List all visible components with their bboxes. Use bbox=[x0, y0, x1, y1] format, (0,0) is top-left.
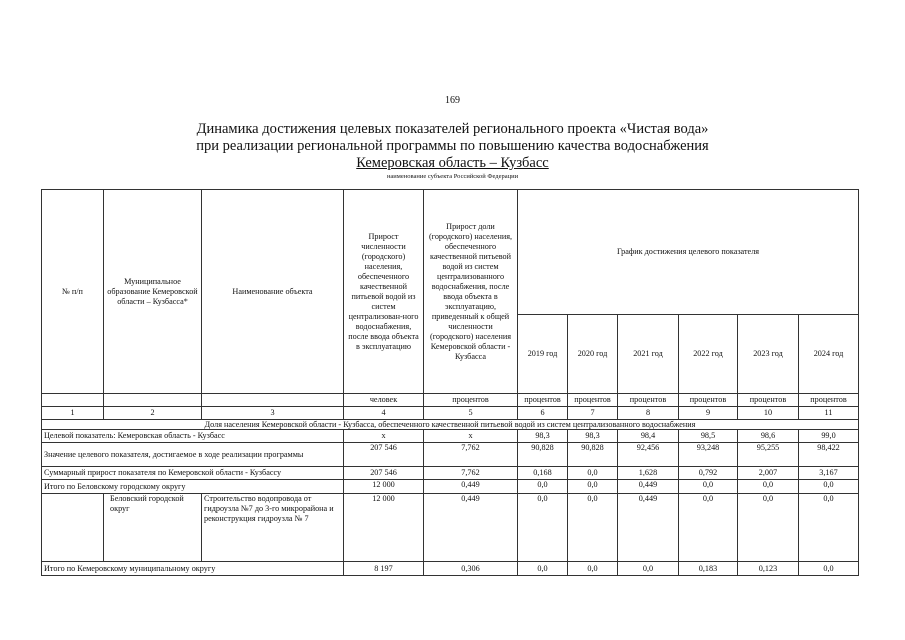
col-number: 11 bbox=[799, 407, 859, 420]
cell: 90,828 bbox=[568, 443, 618, 467]
cell: 92,456 bbox=[618, 443, 679, 467]
col-number: 2 bbox=[104, 407, 202, 420]
cell: 0,0 bbox=[518, 494, 568, 562]
unit-cell: процентов bbox=[679, 394, 738, 407]
cell: 0,0 bbox=[799, 562, 859, 576]
cell: 3,167 bbox=[799, 467, 859, 480]
cell: 0,792 bbox=[679, 467, 738, 480]
cell: 0,0 bbox=[799, 480, 859, 494]
cell: 95,255 bbox=[738, 443, 799, 467]
col-number: 7 bbox=[568, 407, 618, 420]
page-number: 169 bbox=[445, 95, 460, 106]
region-name: Кемеровская область – Кузбасс bbox=[356, 155, 549, 171]
cell: 0,0 bbox=[568, 494, 618, 562]
cell: x bbox=[424, 430, 518, 443]
row-label: Итого по Беловскому городскому округу bbox=[42, 480, 344, 494]
cell: 99,0 bbox=[799, 430, 859, 443]
col-number: 8 bbox=[618, 407, 679, 420]
unit-cell: процентов bbox=[799, 394, 859, 407]
row-label: Целевой показатель: Кемеровская область - Кузбасс bbox=[42, 430, 344, 443]
cell: 98,422 bbox=[799, 443, 859, 467]
col-number: 5 bbox=[424, 407, 518, 420]
unit-cell: человек bbox=[344, 394, 424, 407]
cell: 0,0 bbox=[799, 494, 859, 562]
col-number: 9 bbox=[679, 407, 738, 420]
cell: 98,5 bbox=[679, 430, 738, 443]
cell: 0,306 bbox=[424, 562, 518, 576]
table-row bbox=[42, 430, 859, 443]
cell: 0,0 bbox=[518, 480, 568, 494]
cell: x bbox=[344, 430, 424, 443]
header-year: 2019 год bbox=[518, 315, 568, 394]
cell: 0,0 bbox=[679, 480, 738, 494]
cell: 207 546 bbox=[344, 467, 424, 480]
cell: 0,0 bbox=[618, 562, 679, 576]
cell: 0,183 bbox=[679, 562, 738, 576]
header-year: 2021 год bbox=[618, 315, 679, 394]
header-schedule: График достижения целевого показателя bbox=[518, 190, 859, 315]
table-row bbox=[42, 480, 859, 494]
cell: 93,248 bbox=[679, 443, 738, 467]
header-pop-growth: Прирост численности (городского) населения, обеспеченного качественной питьевой водой из систем централизован-ного водоснабжения, после ввода объекта в эксплуатацию bbox=[344, 190, 424, 394]
row-label: Итого по Кемеровскому муниципальному округу bbox=[42, 562, 344, 576]
title-line-2: при реализации региональной программы по повышению качества водоснабжения bbox=[196, 138, 709, 154]
cell: 0,0 bbox=[738, 480, 799, 494]
table-row bbox=[42, 443, 859, 467]
col-number: 10 bbox=[738, 407, 799, 420]
row-label: Суммарный прирост показателя по Кемеровской области - Кузбассу bbox=[42, 467, 344, 480]
cell: 7,762 bbox=[424, 443, 518, 467]
cell: 0,449 bbox=[424, 480, 518, 494]
object-cell: Строительство водопровода от гидроузла №7 до 3-го микрорайона и реконструкция гидроузла № 7 bbox=[202, 494, 344, 562]
cell: 0,0 bbox=[738, 494, 799, 562]
title-line-1: Динамика достижения целевых показателей регионального проекта «Чистая вода» bbox=[196, 121, 709, 137]
cell: 0,449 bbox=[618, 494, 679, 562]
unit-cell: процентов bbox=[518, 394, 568, 407]
table-row bbox=[42, 467, 859, 480]
cell: 12 000 bbox=[344, 480, 424, 494]
cell: 98,3 bbox=[568, 430, 618, 443]
cell: 0,449 bbox=[618, 480, 679, 494]
col-number: 4 bbox=[344, 407, 424, 420]
table-row bbox=[42, 494, 859, 562]
cell: 1,628 bbox=[618, 467, 679, 480]
indicators-table bbox=[41, 189, 859, 576]
section-title: Доля населения Кемеровской области - Кузбасса, обеспеченного качественной питьевой водой из систем централизованного водоснабжения bbox=[42, 420, 859, 430]
unit-cell: процентов bbox=[424, 394, 518, 407]
header-share-growth: Прирост доли (городского) населения, обеспеченного качественной питьевой водой из систем централизованного водоснабжения, после ввода объекта в эксплуатацию, приведенный к общей численности (городского) населения Кемеровской области - Кузбасса bbox=[424, 190, 518, 394]
col-number: 6 bbox=[518, 407, 568, 420]
unit-cell: процентов bbox=[738, 394, 799, 407]
header-year: 2023 год bbox=[738, 315, 799, 394]
cell: 0,449 bbox=[424, 494, 518, 562]
cell: 0,0 bbox=[568, 562, 618, 576]
cell: 8 197 bbox=[344, 562, 424, 576]
header-object: Наименование объекта bbox=[202, 190, 344, 394]
cell: 2,007 bbox=[738, 467, 799, 480]
header-num: № п/п bbox=[42, 190, 104, 394]
title-line-3 bbox=[0, 155, 905, 171]
cell: 7,762 bbox=[424, 467, 518, 480]
region-caption: наименование субъекта Российской Федерации bbox=[386, 173, 519, 180]
cell: 90,828 bbox=[518, 443, 568, 467]
cell: 12 000 bbox=[344, 494, 424, 562]
col-number: 1 bbox=[42, 407, 104, 420]
cell: 0,123 bbox=[738, 562, 799, 576]
cell: 0,168 bbox=[518, 467, 568, 480]
col-number: 3 bbox=[202, 407, 344, 420]
header-municipal: Муниципальное образование Кемеровской области – Кузбасса* bbox=[104, 190, 202, 394]
cell: 0,0 bbox=[679, 494, 738, 562]
cell: 0,0 bbox=[518, 562, 568, 576]
cell: 207 546 bbox=[344, 443, 424, 467]
cell: 98,6 bbox=[738, 430, 799, 443]
cell: 98,4 bbox=[618, 430, 679, 443]
cell: 0,0 bbox=[568, 480, 618, 494]
header-year: 2020 год bbox=[568, 315, 618, 394]
unit-cell: процентов bbox=[568, 394, 618, 407]
header-year: 2024 год bbox=[799, 315, 859, 394]
municipal-cell: Беловский городской округ bbox=[104, 494, 202, 562]
cell: 98,3 bbox=[518, 430, 568, 443]
header-year: 2022 год bbox=[679, 315, 738, 394]
cell: 0,0 bbox=[568, 467, 618, 480]
row-label: Значение целевого показателя, достигаемое в ходе реализации программы bbox=[42, 443, 344, 467]
unit-cell: процентов bbox=[618, 394, 679, 407]
table-row bbox=[42, 562, 859, 576]
